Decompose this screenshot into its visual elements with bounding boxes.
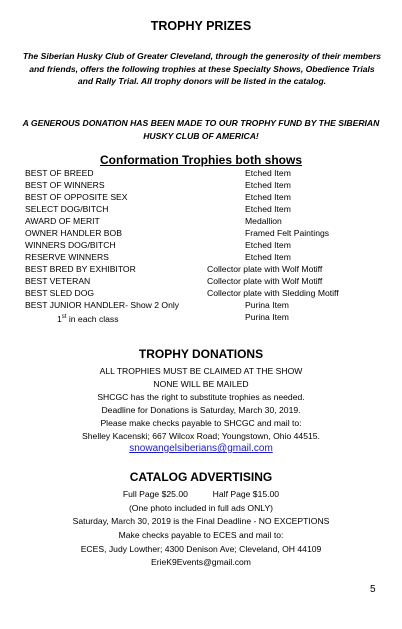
award-name: RESERVE WINNERS xyxy=(25,252,109,262)
ad-prices xyxy=(0,489,402,499)
advertising-line: Saturday, March 30, 2019 is the Final Deadline - NO EXCEPTIONS xyxy=(72,516,330,526)
award-name: SELECT DOG/BITCH xyxy=(25,204,109,214)
trophy-row xyxy=(25,263,385,275)
page-title: TROPHY PRIZES xyxy=(150,19,252,33)
catalog-advertising-heading: CATALOG ADVERTISING xyxy=(129,470,273,484)
trophy-row xyxy=(25,251,385,263)
award-prize: Purina Item xyxy=(245,312,289,322)
donation-notice: A GENEROUS DONATION HAS BEEN MADE TO OUR TROPHY FUND BY THE SIBERIAN HUSKY CLUB OF AMERICA! xyxy=(22,118,380,141)
class-place-number: 1 xyxy=(57,313,62,324)
award-name: AWARD OF MERIT xyxy=(25,216,100,226)
class-place-rest: in each class xyxy=(66,313,119,324)
award-name: BEST OF BREED xyxy=(25,168,94,178)
award-name: BEST OF WINNERS xyxy=(25,180,105,190)
donation-line: Shelley Kacenski; 667 Wilcox Road; Youngstown, Ohio 44515. xyxy=(82,431,320,441)
award-name: BEST SLED DOG xyxy=(25,288,95,298)
conformation-heading: Conformation Trophies both shows xyxy=(100,153,302,167)
award-prize: Etched Item xyxy=(245,168,291,178)
award-name: BEST JUNIOR HANDLER- Show 2 Only xyxy=(25,300,180,310)
trophy-row xyxy=(25,275,385,287)
class-place-suffix: st xyxy=(61,314,67,320)
award-name: BEST VETERAN xyxy=(25,276,91,286)
email-link[interactable]: snowangelsiberians@gmail.com xyxy=(129,443,273,454)
advertising-line: Make checks payable to ECES and mail to: xyxy=(118,530,284,540)
trophy-row xyxy=(25,215,385,227)
award-prize: Collector plate with Sledding Motiff xyxy=(207,288,339,298)
donation-line: ALL TROPHIES MUST BE CLAIMED AT THE SHOW xyxy=(99,366,303,376)
award-prize: Collector plate with Wolf Motiff xyxy=(207,276,323,286)
page-number: 5 xyxy=(370,584,376,595)
trophy-row xyxy=(25,191,385,203)
advertising-line: ECES, Judy Lowther; 4300 Denison Ave; Cleveland, OH 44109 xyxy=(80,544,322,554)
trophy-row xyxy=(25,203,385,215)
award-prize: Collector plate with Wolf Motiff xyxy=(207,264,323,274)
donation-line: NONE WILL BE MAILED xyxy=(153,379,249,389)
full-page-price: Full Page $25.00 xyxy=(122,489,188,499)
award-prize: Etched Item xyxy=(245,252,291,262)
award-prize: Etched Item xyxy=(245,180,291,190)
donation-line: Deadline for Donations is Saturday, March 30, 2019. xyxy=(101,405,301,415)
donation-line: Please make checks payable to SHCGC and mail to: xyxy=(100,418,302,428)
trophy-row xyxy=(25,311,385,323)
advertising-email: ErieK9Events@gmail.com xyxy=(151,557,251,567)
award-prize: Medallion xyxy=(245,216,282,226)
award-name: BEST BRED BY EXHIBITOR xyxy=(25,264,136,274)
award-name: WINNERS DOG/BITCH xyxy=(25,240,116,250)
trophy-list xyxy=(25,167,385,323)
intro-paragraph: The Siberian Husky Club of Greater Cleveland, through the generosity of their members and friends, offers the following trophies at these Specialty Shows, Obedience Trials and Rally Trial. All trophy donors will be listed in the catalog. xyxy=(22,51,382,87)
award-prize: Etched Item xyxy=(245,240,291,250)
trophy-donations-heading: TROPHY DONATIONS xyxy=(138,347,264,361)
award-name: BEST OF OPPOSITE SEX xyxy=(25,192,128,202)
trophy-row xyxy=(25,179,385,191)
trophy-row xyxy=(25,287,385,299)
award-name: OWNER HANDLER BOB xyxy=(25,228,122,238)
award-prize: Etched Item xyxy=(245,204,291,214)
advertising-line: (One photo included in full ads ONLY) xyxy=(128,503,274,513)
trophy-row xyxy=(25,167,385,179)
trophy-row xyxy=(25,299,385,311)
award-prize: Etched Item xyxy=(245,192,291,202)
award-name xyxy=(57,311,119,325)
half-page-price: Half Page $15.00 xyxy=(212,489,280,499)
trophy-row xyxy=(25,239,385,251)
donation-line: SHCGC has the right to substitute trophies as needed. xyxy=(97,392,305,402)
trophy-row xyxy=(25,227,385,239)
award-prize: Purina Item xyxy=(245,300,289,310)
email-link-row xyxy=(0,443,402,454)
award-prize: Framed Felt Paintings xyxy=(245,228,330,238)
